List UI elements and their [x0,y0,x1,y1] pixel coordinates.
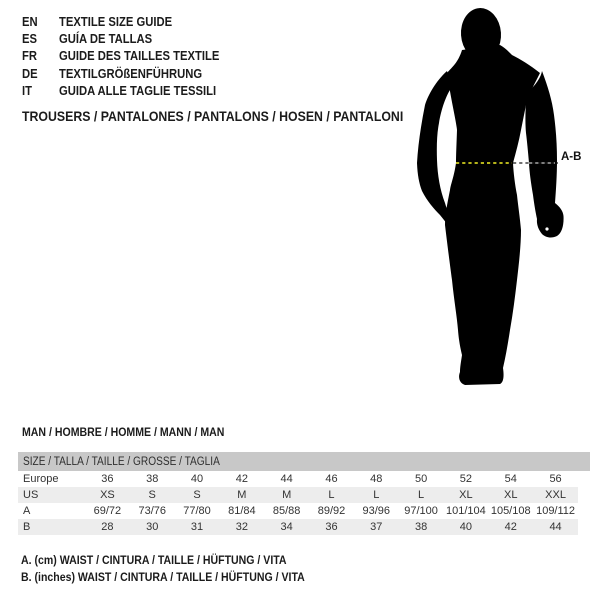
cell: 40 [459,521,473,533]
language-label: GUIDA ALLE TAGLIE TESSILI [59,84,217,99]
category-title-text: TROUSERS / PANTALONES / PANTALONS / HOSEN / PANTALONI [22,108,404,124]
cell: XL [503,489,518,501]
language-code: DE [22,66,38,81]
language-row-de [22,65,237,82]
cell: S [148,489,156,501]
gender-section-title-text: MAN / HOMBRE / HOMME / MANN / MAN [22,425,225,439]
language-code: EN [22,14,38,29]
language-label: GUÍA DE TALLAS [59,32,153,47]
language-guide-list [22,13,237,100]
table-row-a-cm [18,503,578,519]
footnote-a-text: A. (cm) WAIST / CINTURA / TAILLE / HÜFTUNG / VITA [21,552,287,567]
cell: M [282,489,292,501]
row-label: A [23,505,31,517]
cell: 44 [280,473,293,485]
measurement-footnotes [21,551,343,586]
cell: 52 [459,473,473,485]
language-label: TEXTILGRÖßENFÜHRUNG [59,66,203,81]
size-table-header [18,452,590,471]
cell: 36 [101,473,114,485]
cell: 37 [370,521,383,533]
language-row-it [22,83,237,100]
cell: 36 [325,521,338,533]
table-row-us [18,487,578,503]
table-row-b-inches [18,519,578,535]
cell: 73/76 [138,505,166,517]
table-row-europe [18,471,578,487]
language-row-en [22,13,237,30]
cell: 69/72 [93,505,122,517]
cell: 89/92 [317,505,346,517]
cell: 31 [190,521,204,533]
footnote-b [21,569,343,587]
language-label: GUIDE DES TAILLES TEXTILE [59,49,220,64]
cell: 42 [235,473,248,485]
language-row-es [22,30,237,47]
language-code: IT [22,84,32,99]
man-silhouette-figure [408,5,583,390]
category-title [22,108,455,124]
size-table-grid [18,471,578,535]
cell: 50 [414,473,428,485]
size-table [18,452,590,535]
measure-label-ab: A-B [561,151,582,163]
cell: 85/88 [272,505,301,517]
footnote-a [21,551,343,569]
cell: 34 [280,521,293,533]
cell: 81/84 [228,505,256,517]
silhouette-body [445,45,540,385]
language-code: ES [22,32,38,47]
man-silhouette-svg [408,5,583,390]
language-row-fr [22,48,237,65]
language-code: FR [22,49,38,64]
language-label: TEXTILE SIZE GUIDE [59,14,173,29]
cell: L [373,489,380,501]
cell: 32 [235,521,248,533]
cell: L [328,489,335,501]
cell: 28 [101,521,114,533]
hand-highlight [545,227,548,230]
cell: 56 [549,473,562,485]
cell: 44 [549,521,562,533]
cell: 42 [504,521,517,533]
cell: XS [100,489,115,501]
size-table-header-text: SIZE / TALLA / TAILLE / GRÖSSE / TAGLIA [23,455,220,468]
cell: 101/104 [446,505,486,517]
cell: S [193,489,201,501]
cell: 93/96 [362,505,391,517]
cell: 46 [325,473,338,485]
cell: 77/80 [183,505,211,517]
cell: 38 [146,473,159,485]
cell: XL [459,489,473,501]
cell: 54 [504,473,517,485]
cell: 105/108 [490,505,531,517]
cell: XXL [545,489,566,501]
row-label: B [23,521,31,533]
row-label: Europe [23,473,59,485]
cell: L [418,489,425,501]
cell: 109/112 [536,505,576,517]
cell: 97/100 [404,505,438,517]
cell: 38 [414,521,428,533]
cell: 30 [146,521,159,533]
row-label: US [23,489,39,501]
cell: 48 [370,473,383,485]
cell: 40 [190,473,204,485]
gender-section-title [22,425,252,439]
cell: M [237,489,247,501]
silhouette-right-arm [525,71,563,238]
footnote-b-text: B. (inches) WAIST / CINTURA / TAILLE / HÜFTUNG / VITA [21,570,305,585]
